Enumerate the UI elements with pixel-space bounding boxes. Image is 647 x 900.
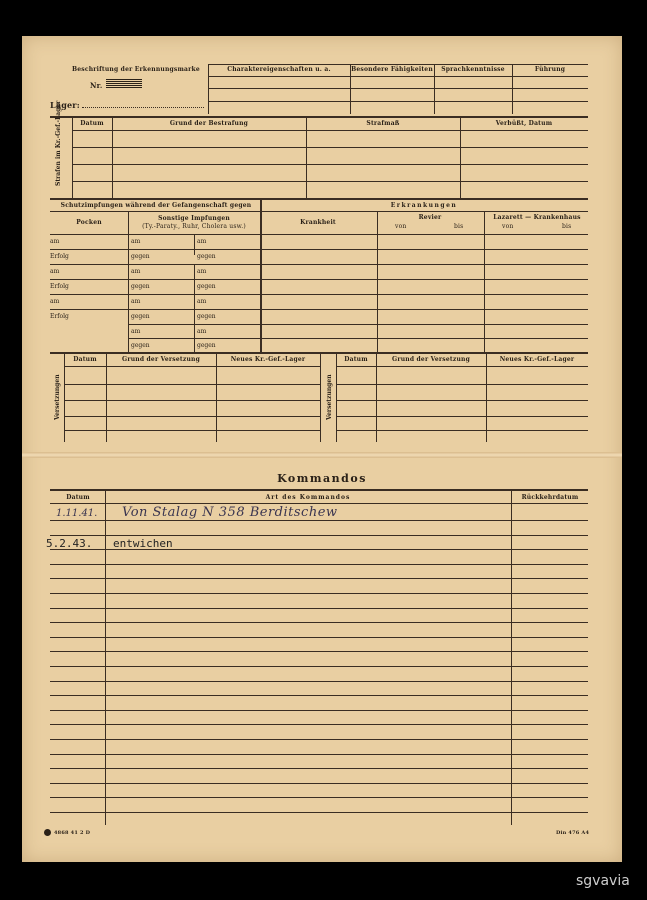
- kommando-date-2: 5.2.43.: [46, 537, 93, 550]
- kommando-text-2: entwichen: [113, 537, 173, 550]
- sonst-row: gegen: [197, 313, 216, 320]
- vers-left-header-grund: Grund der Versetzung: [122, 356, 200, 363]
- vers-right-header-datum: Datum: [344, 356, 368, 363]
- lazarett-bis: bis: [562, 223, 572, 230]
- revier-von: von: [395, 223, 407, 230]
- sonstige-subheader: (Ty.-Paraty., Ruhr, Cholera usw.): [142, 223, 246, 230]
- kommando-date-1: 1.11.41.: [56, 508, 98, 519]
- tag-label: Beschriftung der Erkennungsmarke: [72, 66, 200, 73]
- footer-right-code: Din 476 A4: [556, 830, 590, 836]
- kommandos-rule: [50, 724, 588, 725]
- sonst-row: gegen: [197, 283, 216, 290]
- revier-header: Revier: [418, 214, 442, 221]
- sonst-row: am: [131, 268, 141, 275]
- kommandos-rule: [50, 681, 588, 682]
- sonst-row: gegen: [131, 283, 150, 290]
- kommandos-rule: [50, 666, 588, 667]
- pocken-row: Erfolg: [50, 283, 69, 290]
- kommandos-rule: [50, 797, 588, 798]
- strafen-header-grund: Grund der Bestrafung: [169, 120, 249, 127]
- kommandos-rule: [50, 578, 588, 579]
- header-sprachkenntnisse: Sprachkenntnisse: [441, 66, 505, 73]
- strafen-header-strafmass: Strafmaß: [366, 120, 400, 127]
- erkr-section-title: Erkrankungen: [390, 202, 458, 209]
- kommandos-rule: [50, 695, 588, 696]
- page-fold: [22, 452, 622, 458]
- sonst-row: am: [197, 238, 207, 245]
- kommandos-rule: [50, 564, 588, 565]
- header-fuehrung: Führung: [534, 66, 566, 73]
- footer-left-code: 4868 41 2 D: [54, 830, 91, 836]
- kommandos-rule: [50, 754, 588, 755]
- sonst-row: gegen: [131, 313, 150, 320]
- lager-label: Lager:: [50, 100, 80, 110]
- strafen-header-datum: Datum: [80, 120, 104, 127]
- pocken-row: am: [50, 298, 60, 305]
- pocken-row: Erfolg: [50, 253, 69, 260]
- vers-left-header-lager: Neues Kr.-Gef.-Lager: [230, 356, 306, 363]
- kommandos-rule: [50, 535, 588, 536]
- sonst-row: gegen: [131, 342, 150, 349]
- watermark: sgvavia: [576, 873, 630, 889]
- nr-hatched-field: [106, 79, 142, 88]
- pocken-row: Erfolg: [50, 313, 69, 320]
- kommandos-rule: [50, 608, 588, 609]
- strafen-side-label: Strafen im Kr.-Gef.-Lager: [55, 100, 62, 186]
- vers-right-header-grund: Grund der Versetzung: [392, 356, 470, 363]
- sonst-row: am: [197, 298, 207, 305]
- kommandos-header-rueckkehr: Rückkehrdatum: [521, 494, 579, 501]
- versetzungen-right-label: Versetzungen: [326, 374, 333, 420]
- sonst-row: gegen: [197, 253, 216, 260]
- vers-right-header-lager: Neues Kr.-Gef.-Lager: [499, 356, 575, 363]
- pocken-row: am: [50, 268, 60, 275]
- revier-bis: bis: [454, 223, 464, 230]
- kommandos-rule: [50, 593, 588, 594]
- sonst-row: am: [197, 328, 207, 335]
- sonst-row: am: [131, 328, 141, 335]
- header-charakter: Charaktereigenschaften u. a.: [227, 66, 331, 73]
- versetzungen-left-label: Versetzungen: [54, 374, 61, 420]
- sonst-row: am: [197, 268, 207, 275]
- kommandos-header-art: Art des Kommandos: [265, 494, 351, 501]
- vers-left-header-datum: Datum: [73, 356, 97, 363]
- lazarett-von: von: [502, 223, 514, 230]
- kommandos-rule: [50, 622, 588, 623]
- kommandos-rule: [50, 783, 588, 784]
- sonst-row: gegen: [131, 253, 150, 260]
- kommandos-rule: [50, 651, 588, 652]
- lazarett-header: Lazarett — Krankenhaus: [493, 214, 581, 221]
- sonst-row: gegen: [197, 342, 216, 349]
- sonstige-header: Sonstige Impfungen: [158, 215, 230, 222]
- pocken-header: Pocken: [76, 219, 102, 226]
- impf-section-title: Schutzimpfungen während der Gefangenschaft gegen: [60, 202, 252, 209]
- kommandos-header-datum: Datum: [66, 494, 90, 501]
- kommandos-rule: [50, 739, 588, 740]
- kommandos-rule: [50, 637, 588, 638]
- kommando-text-1: Von Stalag N 358 Berditschew: [122, 505, 338, 520]
- kommandos-rule: [50, 520, 588, 521]
- kommandos-rule: [50, 768, 588, 769]
- nr-label: Nr.: [90, 81, 103, 90]
- krankheit-header: Krankheit: [300, 219, 336, 226]
- pocken-row: am: [50, 238, 60, 245]
- lager-field: [82, 107, 204, 108]
- strafen-header-verbuesst: Verbüßt, Datum: [495, 120, 553, 127]
- kommandos-title: Kommandos: [277, 472, 367, 485]
- sonst-row: am: [131, 298, 141, 305]
- kommandos-rule: [50, 812, 588, 813]
- publisher-mark-icon: [44, 829, 51, 836]
- sonst-row: am: [131, 238, 141, 245]
- kommandos-rule: [50, 710, 588, 711]
- header-faehigkeiten: Besondere Fähigkeiten: [351, 66, 433, 73]
